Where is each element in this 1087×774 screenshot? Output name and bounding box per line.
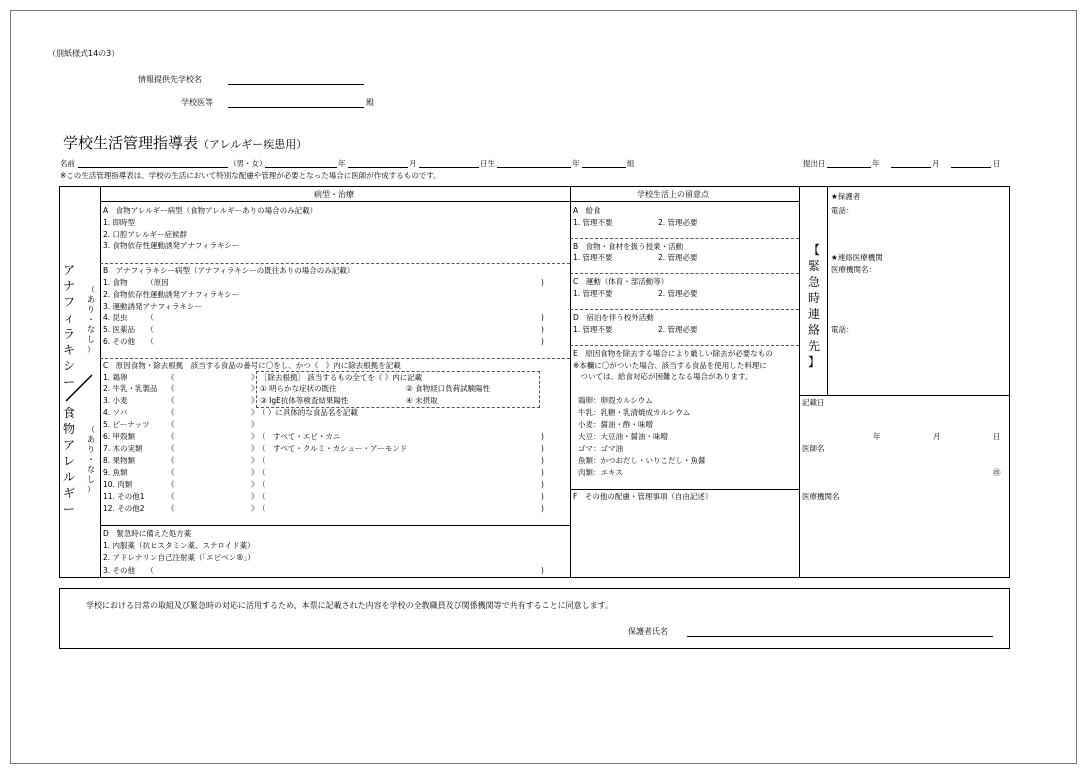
d-item-2[interactable]: 2. アドレナリン自己注射薬（「エピペン®」） [103, 553, 255, 562]
consent-text: 学校における日常の取組及び緊急時の対応に活用するため、本票に記載された内容を学校の全教職員及び関係機関等で共有することに同意します。 [86, 601, 614, 610]
birth-day-field[interactable] [419, 167, 479, 168]
school-e-item-7[interactable]: 肉類：エキス [578, 468, 623, 477]
school-d-opt2[interactable]: 2. 管理必要 [658, 325, 698, 334]
birth-month-field[interactable] [348, 167, 408, 168]
emergency-vertical-label: 【 緊 急 時 連 絡 先 】 [807, 243, 820, 369]
birth-month-label: 月 [409, 159, 417, 168]
class-label: 組 [627, 159, 635, 168]
c-item-3[interactable]: 3. 小麦 [103, 396, 128, 405]
hospital-phone[interactable]: 電話： [831, 325, 854, 334]
submit-month-label: 月 [932, 159, 940, 168]
a-b-divider [100, 263, 570, 264]
section-c-head: C 原因食物・除去根拠 該当する食品の番号に〇をし、かつ《 》内に除去根拠を記載 [103, 361, 401, 370]
c-open-8: 《 [167, 456, 175, 465]
class-field[interactable] [582, 167, 626, 168]
reason-3[interactable]: ③ IgE抗体等検査結果陽性 [260, 396, 349, 405]
c-r11-open: （ [258, 492, 266, 501]
school-d-opt1[interactable]: 1. 管理不要 [573, 325, 613, 334]
seal-mark: ㊞ [993, 468, 1001, 477]
a-item-3[interactable]: 3. 食物依存性運動誘発アナフィラキシー [103, 241, 240, 250]
c-item-7[interactable]: 7. 木の実類 [103, 444, 143, 453]
reason-head: ［除去根拠］ 該当するもの全てを《 》内に記載 [260, 373, 423, 382]
school-e-note2: ついては、給食対応が困難となる場合があります。 [573, 372, 753, 381]
c-close-8: 》 [251, 456, 259, 465]
grade-field[interactable] [497, 167, 571, 168]
record-doctor-label: 医師名 [802, 444, 825, 453]
c-item-1[interactable]: 1. 鶏卵 [103, 373, 128, 382]
c-r8-close: ) [541, 456, 544, 465]
side-label-anaphylaxis-yn: （ あ り ・ な し ） [87, 285, 95, 354]
c-close-9: 》 [251, 468, 259, 477]
slash-divider [62, 373, 96, 403]
school-f-head: F その他の配慮・管理事項（自由記述） [573, 492, 713, 501]
c-open-7: 《 [167, 444, 175, 453]
c-item-9[interactable]: 9. 魚類 [103, 468, 128, 477]
birth-year-label: 年 [338, 159, 346, 168]
b-close-1: ) [541, 278, 544, 287]
reason-note: （ ）に具体的な食品名を記載 [258, 408, 358, 417]
c-open-2: 《 [167, 384, 175, 393]
birth-year-field[interactable] [265, 167, 337, 168]
school-e-item-5[interactable]: ゴマ：ゴマ油 [578, 444, 623, 453]
form-number: （別紙様式14の3） [48, 49, 120, 58]
school-e-note1: ※本欄に〇がついた場合、該当する食品を使用した料理に [573, 361, 767, 370]
submit-month-field[interactable] [891, 167, 931, 168]
c-open-6: 《 [167, 432, 175, 441]
b-item-5[interactable]: 5. 医薬品 （ [103, 325, 154, 334]
c-close-6: 》 [251, 432, 259, 441]
b-close-5: ) [541, 325, 544, 334]
c-close-11: 》 [251, 492, 259, 501]
school-b-head: B 食物・食材を扱う授業・活動 [573, 242, 684, 251]
school-ab-divider [570, 238, 799, 239]
school-e-head: E 原因食物を除去する場合により厳しい除去が必要なもの [573, 349, 773, 358]
side-label-food-yn: （ あ り ・ な し ） [87, 425, 95, 494]
school-cd-divider [570, 309, 799, 310]
record-month[interactable]: 月 [933, 432, 941, 441]
c-close-1: 》 [251, 373, 259, 382]
col-divider-2 [799, 186, 800, 578]
c-r12-close: ) [541, 504, 544, 513]
section-d-head: D 緊急時に備えた処方薬 [103, 529, 192, 538]
name-label: 名前 [60, 159, 75, 168]
d-item-1[interactable]: 1. 内服薬（抗ヒスタミン薬、ステロイド薬） [103, 541, 255, 550]
c-r12-open: （ [258, 504, 266, 513]
c-item-4[interactable]: 4. ソバ [103, 408, 128, 417]
gender-label: （男・女） [229, 159, 267, 168]
school-e-item-6[interactable]: 魚類：かつおだし・いりこだし・魚醤 [578, 456, 706, 465]
c-item-10[interactable]: 10. 肉類 [103, 480, 133, 489]
school-label: 情報提供先学校名 [138, 75, 202, 84]
submit-label: 提出日 [803, 159, 826, 168]
school-a-opt2[interactable]: 2. 管理必要 [658, 218, 698, 227]
side-divider [100, 186, 101, 578]
c-item-5[interactable]: 5. ピーナッツ [103, 420, 150, 429]
c-item-6[interactable]: 6. 甲殻類 [103, 432, 136, 441]
submit-day-label: 日 [993, 159, 1001, 168]
school-ef-divider [570, 489, 799, 490]
b-close-4: ) [541, 313, 544, 322]
b-item-6[interactable]: 6. その他 （ [103, 337, 154, 346]
a-item-2[interactable]: 2. 口腔アレルギー症候群 [103, 230, 188, 239]
school-b-opt2[interactable]: 2. 管理必要 [658, 253, 698, 262]
record-day[interactable]: 日 [993, 432, 1001, 441]
c-close-4: 》 [251, 408, 259, 417]
school-a-head: A 給食 [573, 206, 601, 215]
c-close-2: 》 [251, 384, 259, 393]
guardian-phone[interactable]: 電話： [831, 206, 854, 215]
c-close-3: 》 [251, 396, 259, 405]
b-close-6: ) [541, 337, 544, 346]
page-title: 学校生活管理指導表（アレルギー疾患用） [63, 134, 308, 152]
guardian-sign-field[interactable] [687, 636, 993, 637]
name-field[interactable] [78, 167, 228, 168]
reason-1[interactable]: ① 明らかな症状の既往 [260, 384, 337, 393]
col-divider-1 [570, 186, 571, 578]
c-item-8[interactable]: 8. 果物類 [103, 456, 136, 465]
section-a-head: A 食物アレルギー病型（食物アレルギーありの場合のみ記載） [103, 206, 318, 215]
c-open-10: 《 [167, 480, 175, 489]
record-hospital-label: 医療機関名 [802, 492, 840, 501]
c-open-12: 《 [167, 504, 175, 513]
submit-year-field[interactable] [827, 167, 871, 168]
record-year[interactable]: 年 [873, 432, 881, 441]
hospital-contact-head: ★連絡医療機関 [831, 253, 883, 262]
c-r9-close: ) [541, 468, 544, 477]
b-c-divider [100, 358, 570, 359]
c-close-10: 》 [251, 480, 259, 489]
school-b-opt1[interactable]: 1. 管理不要 [573, 253, 613, 262]
consent-box [59, 588, 1010, 649]
b-item-1[interactable]: 1. 食物 （原因 [103, 278, 169, 287]
school-e-item-2[interactable]: 牛乳：乳糖・乳清焼成カルシウム [578, 408, 691, 417]
c-item-11[interactable]: 11. その他1 [103, 492, 145, 501]
school-bc-divider [570, 273, 799, 274]
c-r10-close: ) [541, 480, 544, 489]
school-a-opt1[interactable]: 1. 管理不要 [573, 218, 613, 227]
birth-day-label: 日生 [480, 159, 495, 168]
col-divider-3 [827, 186, 828, 395]
school-field[interactable] [228, 84, 364, 85]
c-open-3: 《 [167, 396, 175, 405]
guardian-sign-label: 保護者氏名 [628, 627, 668, 636]
c-r7-detail[interactable]: （ すべて・クルミ・カシュー・アーモンド [258, 444, 408, 453]
school-e-item-4[interactable]: 大豆：大豆油・醤油・味噌 [578, 432, 668, 441]
d-item-3[interactable]: 3. その他 （ [103, 566, 154, 575]
doctor-suffix: 殿 [366, 98, 374, 107]
c-open-1: 《 [167, 373, 175, 382]
c-r6-detail[interactable]: （ すべて・エビ・カニ [258, 432, 341, 441]
c-r7-close: ) [541, 444, 544, 453]
section-b-head: B アナフィラキシー病型（アナフィラキシーの既往ありの場合のみ記載） [103, 266, 355, 275]
c-r10-open: （ [258, 480, 266, 489]
c-item-12[interactable]: 12. その他2 [103, 504, 145, 513]
b-item-2[interactable]: 2. 食物依存性運動誘発アナフィラキシー [103, 290, 240, 299]
c-open-4: 《 [167, 408, 175, 417]
c-open-11: 《 [167, 492, 175, 501]
school-header: 学校生活上の留意点 [637, 190, 709, 199]
reason-4[interactable]: ④ 未摂取 [406, 396, 438, 405]
note: ※この生活管理指導表は、学校の生活において特別な配慮や管理が必要となった場合に医師が作成するものです。 [60, 171, 441, 180]
doctor-field[interactable] [228, 107, 364, 108]
grade-label: 年 [572, 159, 580, 168]
school-c-opt2[interactable]: 2. 管理必要 [658, 289, 698, 298]
b-item-4[interactable]: 4. 昆虫 （ [103, 313, 154, 322]
submit-year-label: 年 [872, 159, 880, 168]
d-close-3: ) [541, 566, 544, 575]
school-c-opt1[interactable]: 1. 管理不要 [573, 289, 613, 298]
side-label-food-allergy: 食 物 ア レ ル ギ ー [62, 406, 75, 516]
c-item-2[interactable]: 2. 牛乳・乳製品 [103, 384, 158, 393]
c-close-12: 》 [251, 504, 259, 513]
school-de-divider [570, 345, 799, 346]
a-item-1[interactable]: 1. 即時型 [103, 218, 136, 227]
b-item-3[interactable]: 3. 運動誘発アナフィラキシー [103, 302, 202, 311]
school-d-head: D 宿泊を伴う校外活動 [573, 313, 654, 322]
school-e-item-1[interactable]: 鶏卵：卵殻カルシウム [578, 396, 653, 405]
school-e-item-3[interactable]: 小麦：醤油・酢・味噌 [578, 420, 653, 429]
reason-2[interactable]: ② 食物経口負荷試験陽性 [406, 384, 491, 393]
record-date-label: 記載日 [802, 398, 825, 407]
c-open-5: 《 [167, 420, 175, 429]
c-r9-open: （ [258, 468, 266, 477]
c-close-7: 》 [251, 444, 259, 453]
c-close-5: 》 [251, 420, 259, 429]
c-r6-close: ) [541, 432, 544, 441]
c-open-9: 《 [167, 468, 175, 477]
side-label-anaphylaxis: ア ナ フ ィ ラ キ シ ー [62, 263, 75, 389]
header-divider [100, 201, 800, 202]
doctor-label: 学校医等 [181, 98, 213, 107]
school-c-head: C 運動（体育・部活動等） [573, 277, 669, 286]
record-divider [799, 395, 1010, 396]
submit-day-field[interactable] [951, 167, 991, 168]
c-d-divider [100, 525, 570, 526]
c-r8-open: （ [258, 456, 266, 465]
guardian-label: ★保護者 [831, 192, 861, 201]
hospital-name-field[interactable]: 医療機関名： [831, 265, 876, 274]
disease-header: 病型・治療 [314, 190, 354, 199]
c-r11-close: ) [541, 492, 544, 501]
